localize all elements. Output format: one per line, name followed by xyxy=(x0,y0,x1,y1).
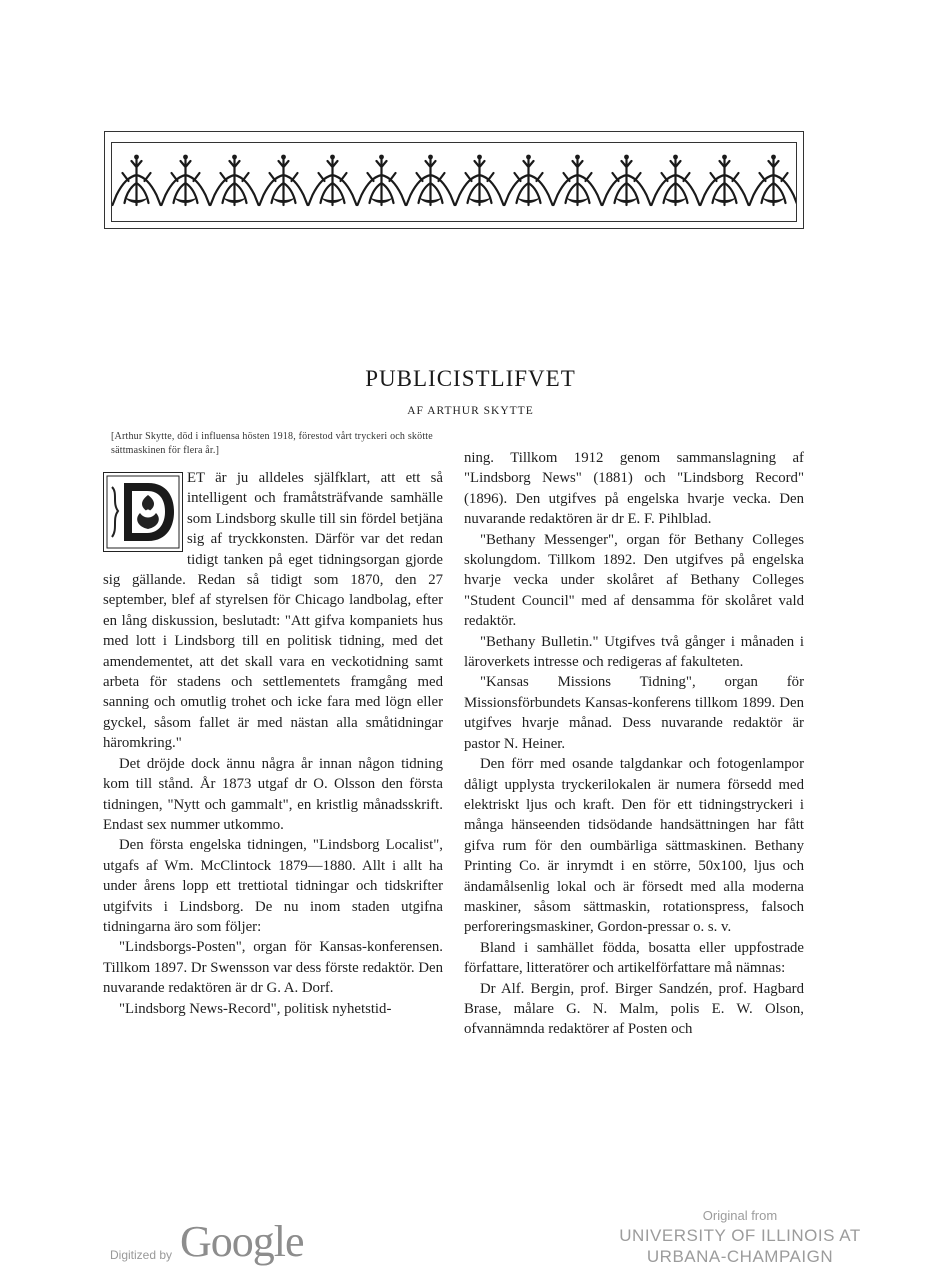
institution-line-2: URBANA-CHAMPAIGN xyxy=(646,1247,834,1266)
paragraph: "Bethany Messenger", organ för Bethany Colleges skolungdom. Tillkom 1892. Den utgifves på engelska hvarje vecka under skolåret af Bethany Colleges "Student Council" med af densamma för skolåret vald redaktör. xyxy=(464,531,804,630)
fleuron-icon xyxy=(260,155,308,205)
fleuron-icon xyxy=(701,155,749,205)
paragraph: Den första engelska tidningen, "Lindsborg Localist", utgafs af Wm. McClintock 1879—1880. Allt i allt ha under årens lopp ett trettiotal tidningar och tidskrifter utgifvits i Lindsborg. De nu inom staden utgifna tidningarna äro som följer: xyxy=(103,837,443,935)
fleuron-icon xyxy=(652,155,700,205)
digitized-by-google-watermark xyxy=(110,1217,304,1266)
ornamental-header-frame xyxy=(104,131,804,229)
paragraph: Det dröjde dock ännu några år innan någon tidning kom till stånd. År 1873 utgaf dr O. Olsson den första tidningen, "Nytt och gammalt", en kristlig månadsskrift. Endast sex nummer utkommo. xyxy=(103,755,443,833)
paragraph: Dr Alf. Bergin, prof. Birger Sandzén, prof. Hagbard Brase, målare G. N. Malm, polis E. W. Olson, ofvannämnda redaktörer af Posten och xyxy=(464,980,804,1038)
drop-cap-letter-d-icon xyxy=(103,472,183,552)
paragraph: Den förr med osande talgdankar och fotogenlampor dåligt upplysta tryckerilokalen är numera försedd med elektriskt ljus och kraft. Den för ett tidningstryckeri i många hänseenden tidsödande handsättningen har fått gifva rum för den oumbärliga sättmaskinen. Bethany Printing Co. är inrymdt i en större, 50x100, ljus och ändamålsenlig lokal och är försedt med alla moderna maskiner, såsom sättmaskin, rotationspress, falsoch perforeringsmaskiner, Gordon-pressar o. s. v. xyxy=(464,756,804,936)
left-column xyxy=(103,430,443,1019)
fleuron-icon xyxy=(603,155,651,205)
institution-line-1: UNIVERSITY OF ILLINOIS AT xyxy=(619,1226,861,1245)
google-logo: Google xyxy=(180,1217,304,1266)
author-byline: AF ARTHUR SKYTTE xyxy=(407,405,534,417)
fleuron-icon xyxy=(211,155,259,205)
fleuron-ornament-icon xyxy=(112,143,797,222)
paragraph: ET är ju alldeles själfklart, att ett så intelligent och framåtsträfvande samhälle som Lindsborg skulle till sin fördel betjäna sig af tryckkonsten. Därför var det redan tidigt tanken på eget tidningsorgan gjorde sig gällande. Redan så tidigt som 1870, den 27 september, blef af styrelsen för Chicago landbolag, efter en lång diskussion, beslutadt: "Att gifva kompaniets hus med lott i Lindsborg till en politisk tidning, med det amendementet, att det skall vara en veckotidning samt arbeta för stadens och settlementets framgång med sanning och omutlig trohet och icke fara med lögn eller gyckel, såsom fallet är med nästan alla småtidningar häromkring." xyxy=(103,470,443,752)
paragraph: "Lindsborgs-Posten", organ för Kansas-konferensen. Tillkom 1897. Dr Swensson var dess förste redaktör. Den nuvarande redaktören är dr G. A. Dorf. xyxy=(103,939,443,997)
side-watermark xyxy=(0,520,12,1220)
editor-note: [Arthur Skytte, död i influensa hösten 1918, förestod vårt tryckeri och skötte sättmaskinen för flera år.] xyxy=(111,431,433,456)
fleuron-icon xyxy=(113,155,161,205)
fleuron-icon xyxy=(554,155,602,205)
fleuron-icon xyxy=(456,155,504,205)
ornamental-border xyxy=(111,142,797,222)
right-column xyxy=(464,448,804,1040)
fleuron-icon xyxy=(505,155,553,205)
fleuron-icon xyxy=(309,155,357,205)
fleuron-icon xyxy=(162,155,210,205)
opening-paragraph-wrap xyxy=(103,468,443,754)
fleuron-icon xyxy=(358,155,406,205)
paragraph: "Lindsborg News-Record", politisk nyhetstid- xyxy=(119,1000,392,1017)
fleuron-icon xyxy=(750,155,798,205)
paragraph: Bland i samhället födda, bosatta eller uppfostrade författare, litteratörer och artikelförfattare må nämnas: xyxy=(464,939,804,977)
fleuron-icon xyxy=(407,155,455,205)
original-from-watermark xyxy=(610,1208,870,1267)
paragraph: "Kansas Missions Tidning", organ för Missionsförbundets Kansas-konferens tillkom 1899. Den utgifves hvarje månad. Dess nuvarande redaktör är pastor N. Heiner. xyxy=(464,674,804,752)
paragraph: ning. Tillkom 1912 genom sammanslagning af "Lindsborg News" (1881) och "Lindsborg Record" (1896). Den utgifves på engelska hvarje vecka. Den nuvarande redaktören är dr E. F. Pihlblad. xyxy=(464,450,804,528)
original-from-label: Original from xyxy=(702,1208,778,1223)
article-title: PUBLICISTLIFVET xyxy=(365,366,576,391)
paragraph: "Bethany Bulletin." Utgifves två gånger i månaden i läroverkets intresse och redigeras af fakulteten. xyxy=(464,633,804,671)
digitized-label: Digitized by xyxy=(110,1248,173,1262)
